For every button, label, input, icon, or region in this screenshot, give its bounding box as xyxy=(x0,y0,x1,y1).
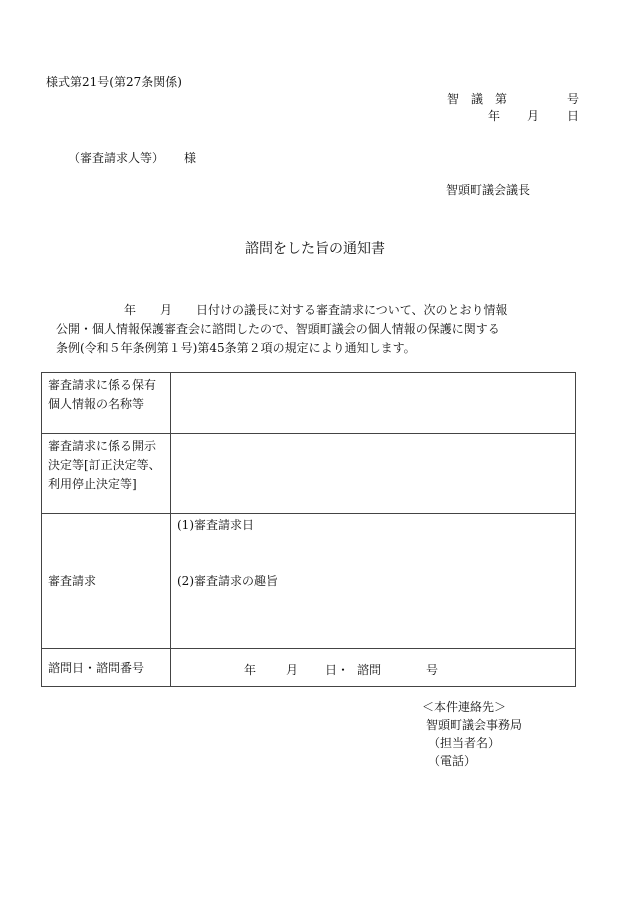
body-line-1: 年 月 日付けの議長に対する審査請求について、次のとおり情報 xyxy=(124,303,508,317)
sender: 智頭町議会議長 xyxy=(446,183,531,197)
label-request: 審査請求 xyxy=(42,514,171,649)
table-row-inquiry xyxy=(42,649,576,687)
table-row-personal-info xyxy=(42,373,576,434)
body-line-3: 条例(令和５年条例第１号)第45条第２項の規定により通知します。 xyxy=(56,341,416,355)
date-day: 日 xyxy=(567,109,580,123)
contact-office: 智頭町議会事務局 xyxy=(426,718,523,732)
document-title: 諮問をした旨の通知書 xyxy=(245,241,385,257)
value-inquiry xyxy=(171,649,576,687)
value-decision xyxy=(171,434,576,514)
inquiry-number: 号 xyxy=(426,663,439,677)
table-row-decision xyxy=(42,434,576,514)
request-purpose-item: (2)審査請求の趣旨 xyxy=(177,574,278,588)
value-request xyxy=(171,514,576,649)
addressee-name: （審査請求人等） xyxy=(68,151,165,165)
inquiry-year: 年 xyxy=(244,663,257,677)
inquiry-day: 日・ xyxy=(325,663,350,677)
details-table xyxy=(41,372,576,687)
form-number: 様式第21号(第27条関係) xyxy=(46,75,182,89)
request-date-item: (1)審査請求日 xyxy=(177,518,254,532)
document-number-prefix: 智 議 第 xyxy=(447,92,508,106)
contact-phone: （電話） xyxy=(428,754,477,768)
contact-person: （担当者名） xyxy=(428,736,501,750)
table-row-request xyxy=(42,514,576,649)
document-number-suffix: 号 xyxy=(567,92,580,106)
label-personal-info: 審査請求に係る保有個人情報の名称等 xyxy=(42,373,171,434)
body-line-2: 公開・個人情報保護審査会に諮問したので、智頭町議会の個人情報の保護に関する xyxy=(56,322,500,336)
label-inquiry: 諮問日・諮問番号 xyxy=(42,649,171,687)
addressee-honorific: 様 xyxy=(184,151,197,165)
addressee xyxy=(68,152,196,164)
inquiry-label: 諮問 xyxy=(357,663,382,677)
date-month: 月 xyxy=(527,109,540,123)
date-year: 年 xyxy=(488,109,501,123)
value-personal-info xyxy=(171,373,576,434)
inquiry-month: 月 xyxy=(286,663,299,677)
contact-heading: ＜本件連絡先＞ xyxy=(422,700,507,714)
label-decision: 審査請求に係る開示決定等[訂正決定等、利用停止決定等] xyxy=(42,434,171,514)
contact-block xyxy=(422,698,522,770)
body-text xyxy=(56,301,576,358)
